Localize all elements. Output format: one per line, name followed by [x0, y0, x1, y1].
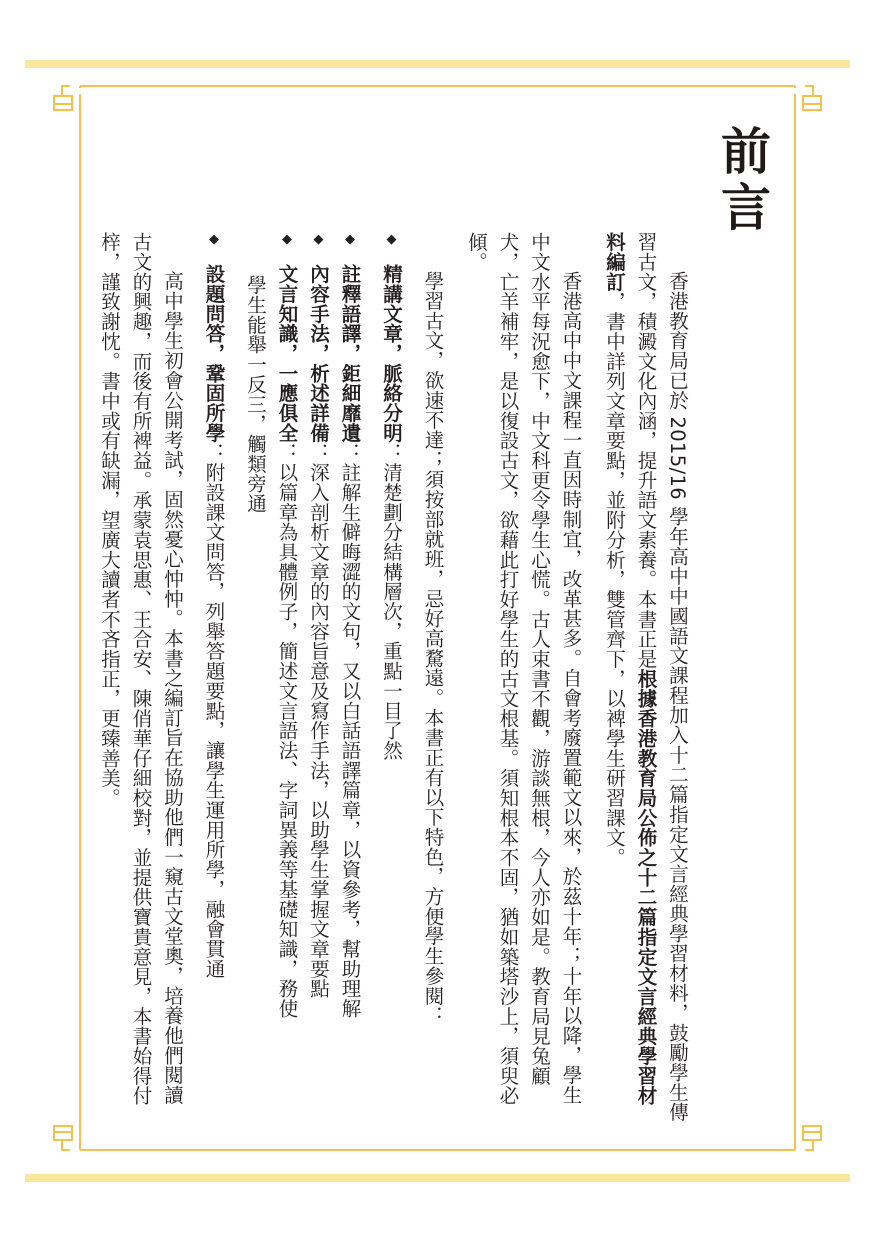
- diamond-bullet-icon: ◆: [311, 232, 326, 248]
- corner-ornament-icon: [803, 1126, 821, 1150]
- diamond-bullet-icon: ◆: [206, 232, 222, 248]
- feature-heading: 設題問答，鞏固所學: [202, 263, 226, 443]
- feature-heading: 內容手法，析述詳備: [307, 263, 330, 443]
- feature-heading: 文言知識，一應俱全: [275, 263, 299, 443]
- feature-item: [271, 232, 303, 1122]
- feature-text: ：附設課文問答，列舉答題要點，讓學生運用所學，融會貫通: [202, 442, 226, 979]
- feature-continuation: 學生能舉一反三，觸類旁通: [244, 274, 267, 514]
- corner-ornament-icon: [54, 1126, 72, 1150]
- feature-text: ：深入剖析文章的內容旨意及寫作手法，以助學生掌握文章要點: [307, 442, 330, 999]
- closing-paragraph: 高中學生初會公開考試，固然憂心忡忡。本書之編訂旨在協助他們一窺古文堂奧，培養他們閱讀古文的興趣，而後有所裨益。承蒙袁思惠、王合安、陳俏華仔細校對，並提供寶貴意見，本書始得付梓，謹致謝忱。書中或有缺漏，望廣大讀者不吝指正，更臻善美。: [98, 232, 184, 1106]
- feature-item: [303, 232, 335, 1122]
- feature-item: [334, 232, 366, 1122]
- curriculum-paragraph: 香港高中中文課程一直因時制宜，改革甚多。自會考廢置範文以來，於茲十年；十年以降，學生中文水平每況愈下，中文科更令學生心慌。古人束書不觀，游談無根，今人亦如是。教育局見兔顧犬，亡羊補牢，是以復設古文，欲藉此打好學生的古文根基。須知根本不固，猶如築塔沙上，須臾必傾。: [465, 232, 583, 1106]
- diamond-bullet-icon: ◆: [384, 232, 399, 248]
- intro-text: 香港教育局已於 2015/16 學年高中中國語文課程加入十二篇指定文言經典學習材料，鼓勵學生傳習古文，積澱文化內涵，提升語文素養。本書正是: [634, 232, 689, 1122]
- intro-text-end: ，書中詳列文章要點，並附分析，雙管齊下，以裨學生研習課文。: [603, 291, 626, 868]
- feature-item: [198, 232, 230, 1122]
- feature-heading: 註釋語譯，鉅細靡遺: [338, 263, 362, 443]
- page-title: 前言: [713, 125, 772, 237]
- feature-heading: 精講文章，脈絡分明: [380, 263, 403, 443]
- preface-body: [94, 232, 694, 1122]
- top-decorative-band: [25, 60, 850, 68]
- feature-text: ：註解生僻晦澀的文句，又以白話語譯篇章，以資參考，幫助理解: [338, 442, 362, 1019]
- intro-paragraph: [599, 232, 694, 1122]
- feature-item: [376, 232, 408, 1122]
- corner-ornament-icon: [803, 86, 821, 110]
- feature-text: ：清楚劃分結構層次，重點一目了然: [380, 442, 403, 761]
- diamond-bullet-icon: ◆: [342, 232, 358, 248]
- bottom-decorative-band: [25, 1174, 850, 1182]
- intro-bold-text: 根據香港教育局公佈之十二篇指定文言經典學習材料編訂: [603, 232, 658, 1106]
- corner-ornament-icon: [54, 86, 72, 110]
- diamond-bullet-icon: ◆: [279, 232, 295, 248]
- feature-text: ：以篇章為具體例子，簡述文言語法、字詞異義等基礎知識，務使: [275, 442, 299, 1019]
- features-intro-paragraph: 學習古文，欲速不達；須按部就班，忌好高騖遠。本書正有以下特色，方便學生參閱：: [421, 271, 445, 1026]
